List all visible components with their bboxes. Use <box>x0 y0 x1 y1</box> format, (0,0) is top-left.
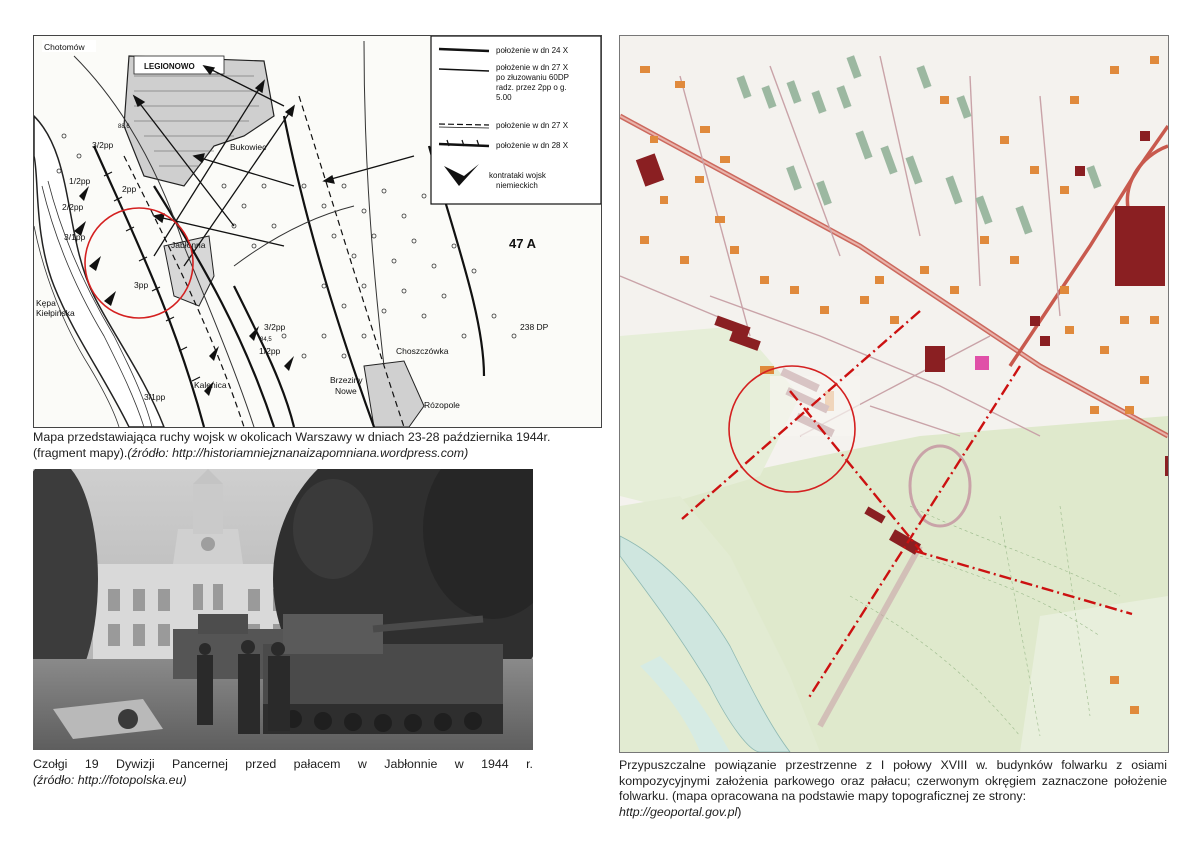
height-84-5: 84,5 <box>260 337 272 343</box>
topographic-map <box>619 35 1169 753</box>
place-legionowo: LEGIONOWO <box>144 62 195 71</box>
photo-caption-source: (źródło: http://fotopolska.eu) <box>33 772 187 787</box>
legend-pos-27a-4: 5.00 <box>496 93 512 102</box>
place-kepa-2: Kiełpińska <box>36 308 75 318</box>
military-map-drawing <box>34 36 601 427</box>
height-88-6: 88,6 <box>118 124 130 130</box>
unit-1-2pp-b: 1/2pp <box>259 346 281 356</box>
unit-3-1pp-b: 3/1pp <box>144 392 166 402</box>
topo-caption-main: Przypuszczalne powiązanie przestrzenne z I połowy XVIII w. budynków folwarku z osiami kompozycyjnymi założenia parkowego oraz pałacu; czerwonym okręgiem zaznaczone położenie folwarku. (mapa opracowana na podstawie mapy topograficznej ze strony: <box>619 758 1167 804</box>
legend-pos-27a-3: radz. przez 2pp o g. <box>496 83 567 92</box>
tank-photo <box>33 469 533 750</box>
map-caption <box>33 430 603 461</box>
place-brzeziny-1: Brzeziny <box>330 375 363 385</box>
place-brzeziny-2: Nowe <box>335 386 357 396</box>
legend-pos-27b: położenie w dn 27 X <box>496 121 569 130</box>
topo-caption-close: ) <box>737 804 742 819</box>
unit-2-2pp: 2/2pp <box>62 202 84 212</box>
place-chotomow: Chotomów <box>44 42 85 52</box>
unit-3pp: 3pp <box>134 280 149 290</box>
place-choszczowka: Choszczówka <box>396 346 449 356</box>
legend-counter-1: kontrataki wojsk <box>489 171 546 180</box>
unit-3-2pp-a: 3/2pp <box>92 140 114 150</box>
unit-47a: 47 A <box>509 236 536 251</box>
legend-pos-27a-2: po złuzowaniu 60DP <box>496 73 569 82</box>
map-caption-main: Mapa przedstawiająca ruchy wojsk w okolicach Warszawy w dniach 23-28 października 1944r. <box>33 430 551 444</box>
unit-3-1pp-a: 3/1pp <box>64 232 86 242</box>
legend-pos-27a-1: położenie w dn 27 X <box>496 63 569 72</box>
place-jablonna: Jabłonna <box>171 240 206 250</box>
unit-2pp-a: 2pp <box>122 184 137 194</box>
place-rozopole: Rózopole <box>424 400 460 410</box>
legend-pos-24: położenie w dn 24 X <box>496 46 569 55</box>
place-bukowiec: Bukowiec <box>230 142 267 152</box>
place-kepa-1: Kępa <box>36 298 56 308</box>
military-movements-map <box>33 35 602 428</box>
photo-caption <box>33 757 533 788</box>
tank-photo-drawing <box>33 469 533 750</box>
legend-counter-2: niemieckich <box>496 181 538 190</box>
unit-3-2pp-b: 3/2pp <box>264 322 286 332</box>
unit-238dp: 238 DP <box>520 322 549 332</box>
unit-1-2pp-a: 1/2pp <box>69 176 91 186</box>
map-caption-line2: (fragment mapy). <box>33 445 128 460</box>
photo-caption-main: Czołgi 19 Dywizji Pancernej przed pałacem w Jabłonnie w 1944 r. <box>33 757 533 771</box>
map-caption-source: (źródło: http://historiamniejznanaizapomniana.wordpress.com) <box>127 445 469 460</box>
topo-caption-source: http://geoportal.gov.pl <box>619 804 738 819</box>
place-kalenica: Kalenica <box>194 380 227 390</box>
topo-caption <box>619 758 1167 820</box>
legend-pos-28: położenie w dn 28 X <box>496 141 569 150</box>
topographic-map-drawing <box>620 36 1168 752</box>
